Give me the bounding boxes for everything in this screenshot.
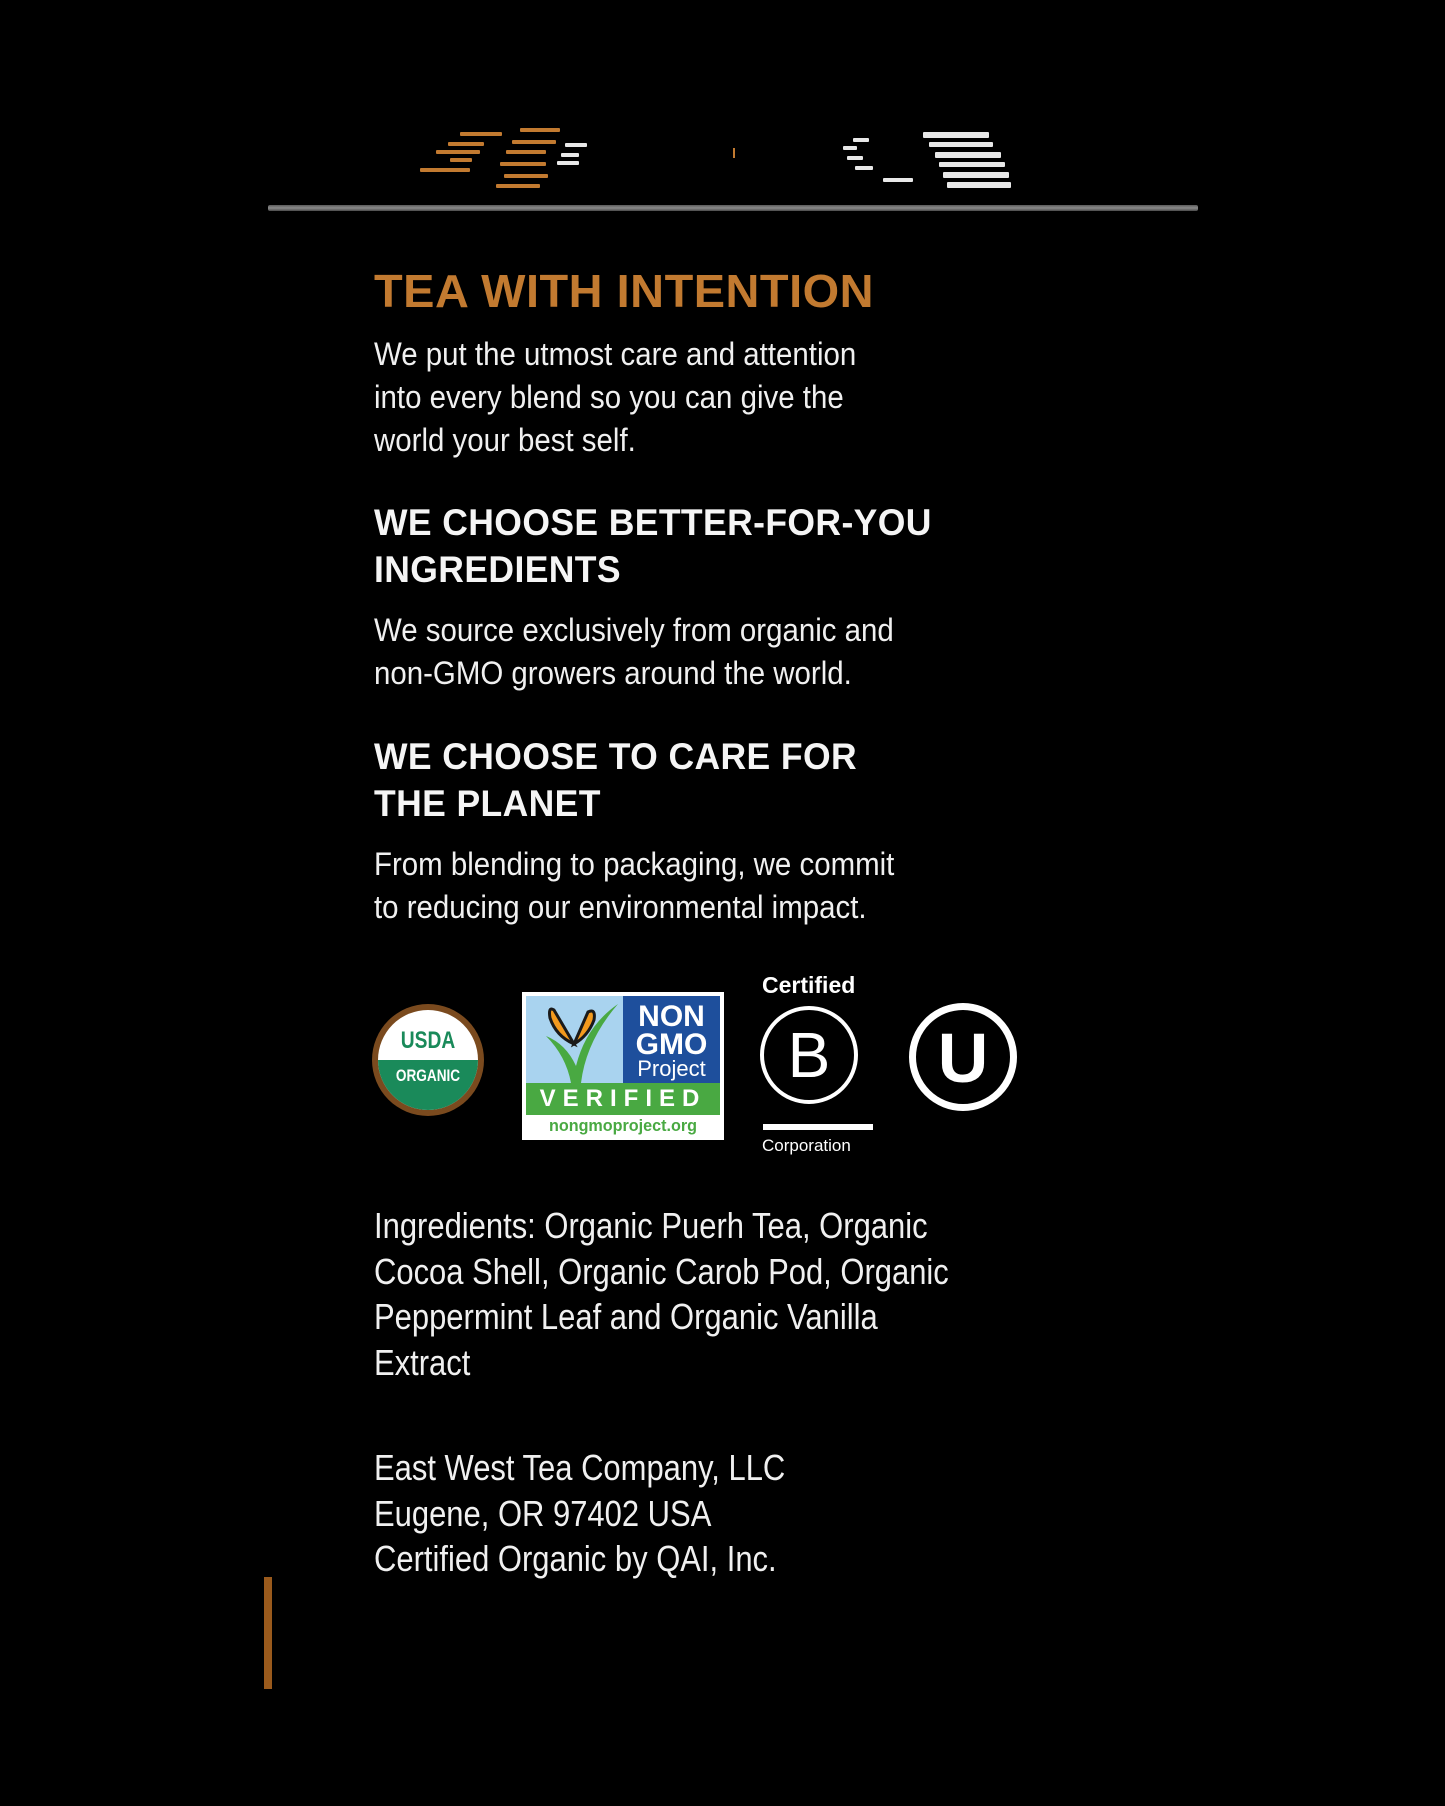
- bcorp-certified-label: Certified: [762, 972, 856, 998]
- ingredients-line: Cocoa Shell, Organic Carob Pod, Organic: [374, 1250, 949, 1292]
- section-heading-intention: TEA WITH INTENTION: [374, 265, 875, 317]
- section-body-ingredients: [374, 609, 894, 695]
- kosher-letter: U: [937, 1019, 989, 1097]
- butterfly-checkmark-icon: [526, 996, 623, 1083]
- ingredients-line: Extract: [374, 1341, 471, 1383]
- body-line: into every blend so you can give the: [374, 379, 844, 415]
- section-heading-ingredients: [374, 499, 932, 593]
- heading-line: WE CHOOSE BETTER-FOR-YOU: [374, 502, 932, 543]
- body-line: We put the utmost care and attention: [374, 336, 857, 372]
- body-line: From blending to packaging, we commit: [374, 846, 895, 882]
- address-line: Eugene, OR 97402 USA: [374, 1492, 712, 1534]
- bcorp-underline: [763, 1124, 873, 1130]
- address-line: Certified Organic by QAI, Inc.: [374, 1538, 777, 1579]
- bcorp-b-logo-icon: [760, 1006, 858, 1104]
- section-body-intention: [374, 333, 856, 462]
- non-label: NON: [638, 1000, 705, 1033]
- ou-kosher-icon: [909, 1003, 1017, 1111]
- heading-line: THE PLANET: [374, 783, 601, 824]
- body-line: world your best self.: [374, 422, 636, 458]
- heading-line: INGREDIENTS: [374, 549, 621, 590]
- section-heading-planet: [374, 733, 857, 827]
- orange-side-accent-bar: [264, 1577, 272, 1689]
- usda-label: USDA: [400, 1027, 456, 1054]
- bcorp-letter: B: [787, 1019, 831, 1091]
- ingredients-line: Peppermint Leaf and Organic Vanilla: [374, 1296, 878, 1337]
- ingredients-list: [374, 1203, 949, 1385]
- heading-line: WE CHOOSE TO CARE FOR: [374, 736, 858, 777]
- body-line: to reducing our environmental impact.: [374, 889, 867, 925]
- section-body-planet: [374, 843, 894, 929]
- project-label: Project: [637, 1056, 706, 1081]
- gmo-label: GMO: [635, 1028, 708, 1061]
- organic-label: ORGANIC: [395, 1066, 461, 1085]
- ingredients-line: Ingredients: Organic Puerh Tea, Organic: [374, 1205, 928, 1246]
- nongmo-url-label: nongmoproject.org: [548, 1116, 698, 1135]
- usda-organic-seal-icon: [372, 1004, 484, 1116]
- verified-label: VERIFIED: [526, 1083, 720, 1115]
- bcorp-corporation-label: Corporation: [762, 1136, 851, 1155]
- address-line: East West Tea Company, LLC: [374, 1447, 786, 1488]
- body-line: We source exclusively from organic and: [374, 612, 894, 648]
- body-line: non-GMO growers around the world.: [374, 655, 852, 691]
- top-divider-rule: [268, 205, 1198, 211]
- top-tick-mark: [733, 148, 735, 158]
- company-address: [374, 1445, 785, 1582]
- non-gmo-verified-badge-icon: [522, 992, 724, 1140]
